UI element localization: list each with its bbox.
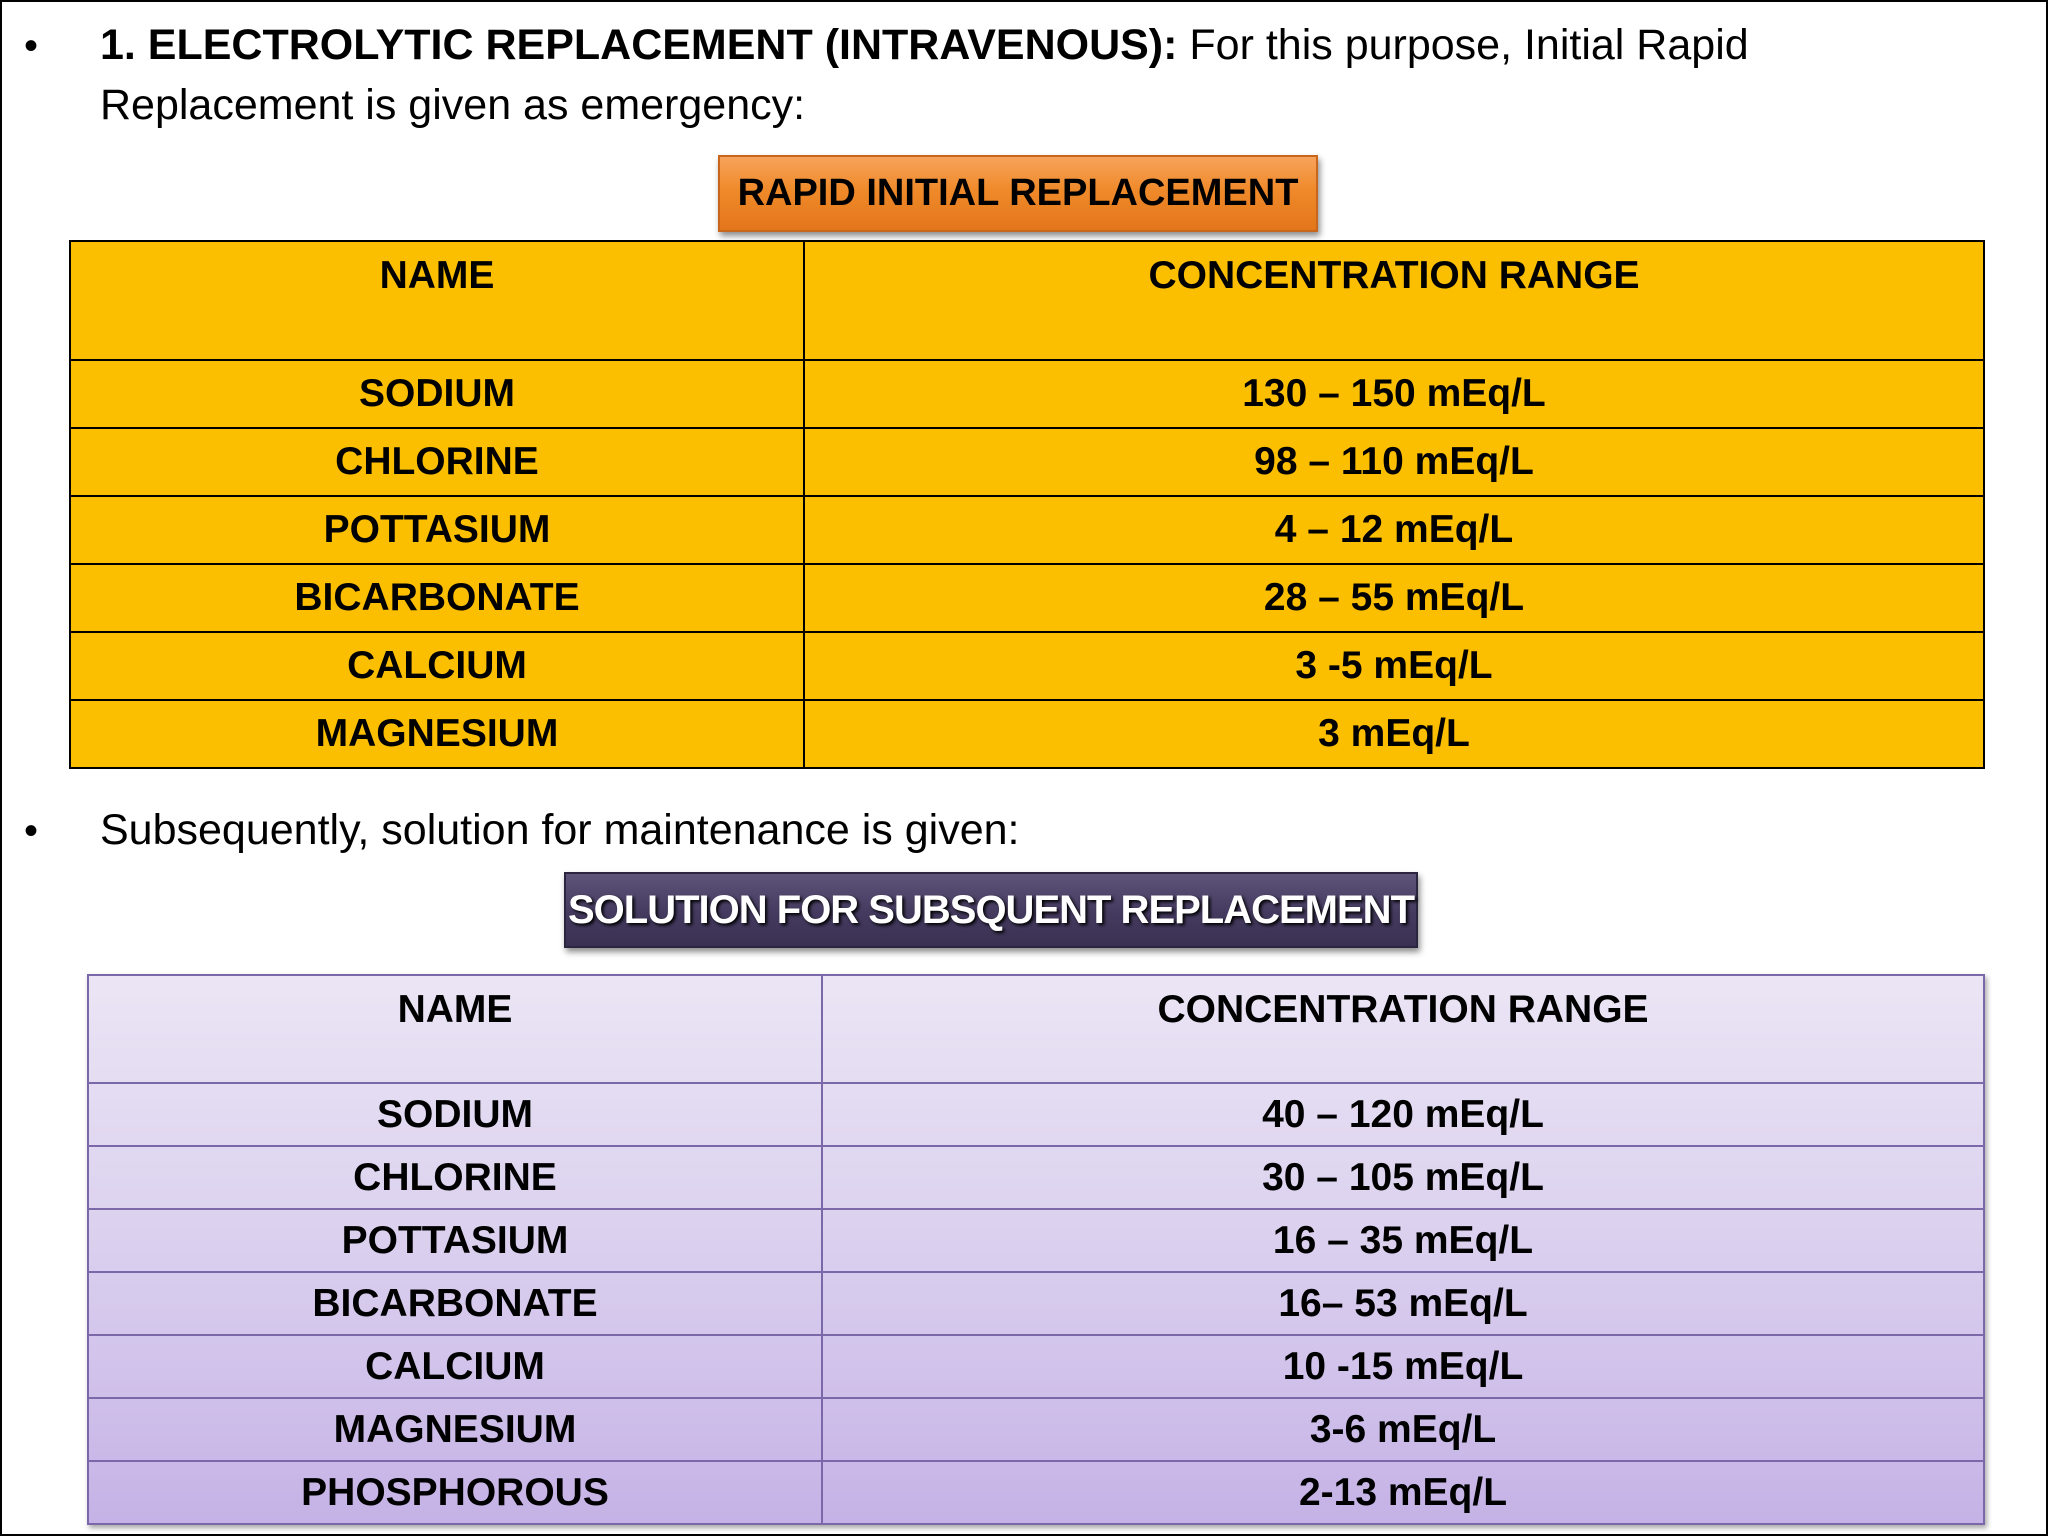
bullet-marker: • (24, 809, 39, 853)
table-row (88, 1209, 1984, 1272)
intro-line2: Replacement is given as emergency: (100, 81, 806, 129)
concentration-range: 40 – 120 mEq/L (822, 1083, 1984, 1146)
electrolyte-name: SODIUM (70, 360, 804, 428)
intro-paragraph (100, 15, 1980, 135)
section-heading: 1. ELECTROLYTIC REPLACEMENT (INTRAVENOUS): (100, 21, 1178, 69)
table-row (88, 1461, 1984, 1524)
table-row (70, 428, 1984, 496)
table-row (88, 1335, 1984, 1398)
table-row (88, 1398, 1984, 1461)
name-column-header: NAME (70, 241, 804, 360)
electrolyte-name: POTTASIUM (70, 496, 804, 564)
subsequent-replacement-badge: SOLUTION FOR SUBSQUENT REPLACEMENT (564, 872, 1418, 948)
electrolyte-name: MAGNESIUM (88, 1398, 822, 1461)
table-row (70, 564, 1984, 632)
bullet-marker: • (24, 24, 39, 68)
electrolyte-name: PHOSPHOROUS (88, 1461, 822, 1524)
concentration-range: 3 -5 mEq/L (804, 632, 1984, 700)
intro-line1-rest: For this purpose, Initial Rapid (1177, 21, 1749, 69)
table-header-row (88, 975, 1984, 1083)
table-row (70, 496, 1984, 564)
concentration-range: 3-6 mEq/L (822, 1398, 1984, 1461)
electrolyte-name: CHLORINE (70, 428, 804, 496)
electrolyte-name: SODIUM (88, 1083, 822, 1146)
name-column-header: NAME (88, 975, 822, 1083)
rapid-replacement-badge: RAPID INITIAL REPLACEMENT (718, 155, 1318, 232)
maintenance-paragraph: Subsequently, solution for maintenance is given: (100, 806, 1020, 854)
concentration-range: 130 – 150 mEq/L (804, 360, 1984, 428)
concentration-column-header: CONCENTRATION RANGE (822, 975, 1984, 1083)
table-row (88, 1083, 1984, 1146)
subsequent-replacement-table (87, 974, 1985, 1525)
electrolyte-name: BICARBONATE (70, 564, 804, 632)
concentration-column-header: CONCENTRATION RANGE (804, 241, 1984, 360)
table-row (88, 1146, 1984, 1209)
concentration-range: 2-13 mEq/L (822, 1461, 1984, 1524)
concentration-range: 98 – 110 mEq/L (804, 428, 1984, 496)
concentration-range: 30 – 105 mEq/L (822, 1146, 1984, 1209)
concentration-range: 10 -15 mEq/L (822, 1335, 1984, 1398)
electrolyte-name: BICARBONATE (88, 1272, 822, 1335)
concentration-range: 16 – 35 mEq/L (822, 1209, 1984, 1272)
electrolyte-name: MAGNESIUM (70, 700, 804, 768)
table-row (70, 360, 1984, 428)
table-header-row (70, 241, 1984, 360)
electrolyte-name: CALCIUM (88, 1335, 822, 1398)
concentration-range: 16– 53 mEq/L (822, 1272, 1984, 1335)
concentration-range: 3 mEq/L (804, 700, 1984, 768)
electrolyte-name: CHLORINE (88, 1146, 822, 1209)
table-row (70, 700, 1984, 768)
table-row (70, 632, 1984, 700)
table-row (88, 1272, 1984, 1335)
concentration-range: 28 – 55 mEq/L (804, 564, 1984, 632)
rapid-replacement-table (69, 240, 1985, 769)
electrolyte-name: POTTASIUM (88, 1209, 822, 1272)
electrolyte-name: CALCIUM (70, 632, 804, 700)
concentration-range: 4 – 12 mEq/L (804, 496, 1984, 564)
